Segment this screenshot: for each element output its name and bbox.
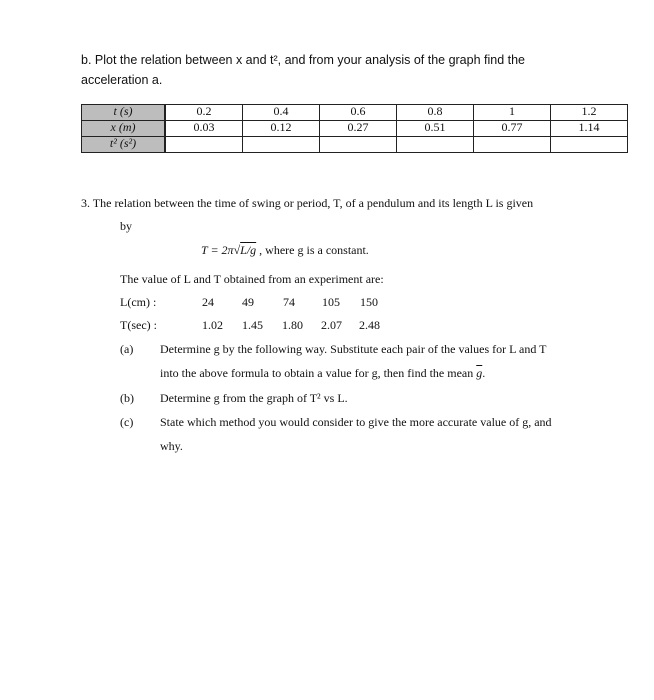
formula-radicand: L/g (240, 243, 257, 257)
question-3-intro-line2: by (120, 219, 132, 233)
x-cell: 0.51 (397, 121, 474, 137)
question-b-line1: b. Plot the relation between x and t², and from your analysis of the graph find the (81, 53, 526, 67)
L-value: 49 (242, 295, 254, 309)
item-c-line2: why. (160, 439, 183, 453)
x-cell: 0.27 (320, 121, 397, 137)
t-cell: 0.6 (320, 105, 397, 121)
t2-cell (551, 137, 628, 153)
L-value: 24 (202, 295, 214, 309)
T-label: T(sec) : (120, 318, 157, 332)
row-header-t2: t² (s²) (82, 137, 166, 153)
t2-cell (165, 137, 243, 153)
t2-cell (397, 137, 474, 153)
item-b-label: (b) (120, 391, 134, 405)
x-cell: 1.14 (551, 121, 628, 137)
row-header-t: t (s) (82, 105, 166, 121)
t2-cell (474, 137, 551, 153)
t-cell: 0.8 (397, 105, 474, 121)
x-cell: 0.03 (165, 121, 243, 137)
item-a-label: (a) (120, 342, 134, 356)
table-row (82, 137, 628, 153)
item-c-label: (c) (120, 415, 134, 429)
x-cell: 0.12 (243, 121, 320, 137)
t2-cell (243, 137, 320, 153)
question-b (81, 50, 601, 90)
item-c-line1: State which method you would consider to give the more accurate value of g, and (160, 415, 552, 429)
T-value: 1.80 (282, 318, 303, 332)
T-value: 1.02 (202, 318, 223, 332)
t-cell: 1.2 (551, 105, 628, 121)
t-cell: 0.4 (243, 105, 320, 121)
item-a-line2-post: . (482, 366, 486, 380)
L-value: 150 (360, 295, 378, 309)
item-a-line2-pre: into the above formula to obtain a value for g, then find the mean (160, 366, 477, 380)
L-label: L(cm) : (120, 295, 157, 309)
formula-lhs: T = 2π√ (201, 243, 241, 257)
table-row (82, 121, 628, 137)
x-cell: 0.77 (474, 121, 551, 137)
L-value: 74 (283, 295, 295, 309)
table-row (82, 105, 628, 121)
row-header-x: x (m) (82, 121, 166, 137)
t-cell: 1 (474, 105, 551, 121)
item-a-line1: Determine g by the following way. Substitute each pair of the values for L and T (160, 342, 547, 356)
g-mean-symbol: $\overline{g}$ (476, 366, 483, 380)
t-cell: 0.2 (165, 105, 243, 121)
item-a-line2 (160, 366, 485, 381)
T-value: 2.07 (321, 318, 342, 332)
question-b-line2: acceleration a. (81, 73, 163, 87)
pendulum-formula (201, 243, 369, 258)
T-value: 2.48 (359, 318, 380, 332)
t2-cell (320, 137, 397, 153)
data-table (81, 104, 628, 153)
L-value: 105 (322, 295, 340, 309)
T-value: 1.45 (242, 318, 263, 332)
item-b-line1: Determine g from the graph of T² vs L. (160, 391, 348, 405)
question-3-intro-line1: 3. The relation between the time of swing or period, T, of a pendulum and its length L is given (81, 196, 534, 210)
formula-tail: , where g is a constant. (256, 243, 369, 257)
values-intro: The value of L and T obtained from an experiment are: (120, 272, 384, 286)
